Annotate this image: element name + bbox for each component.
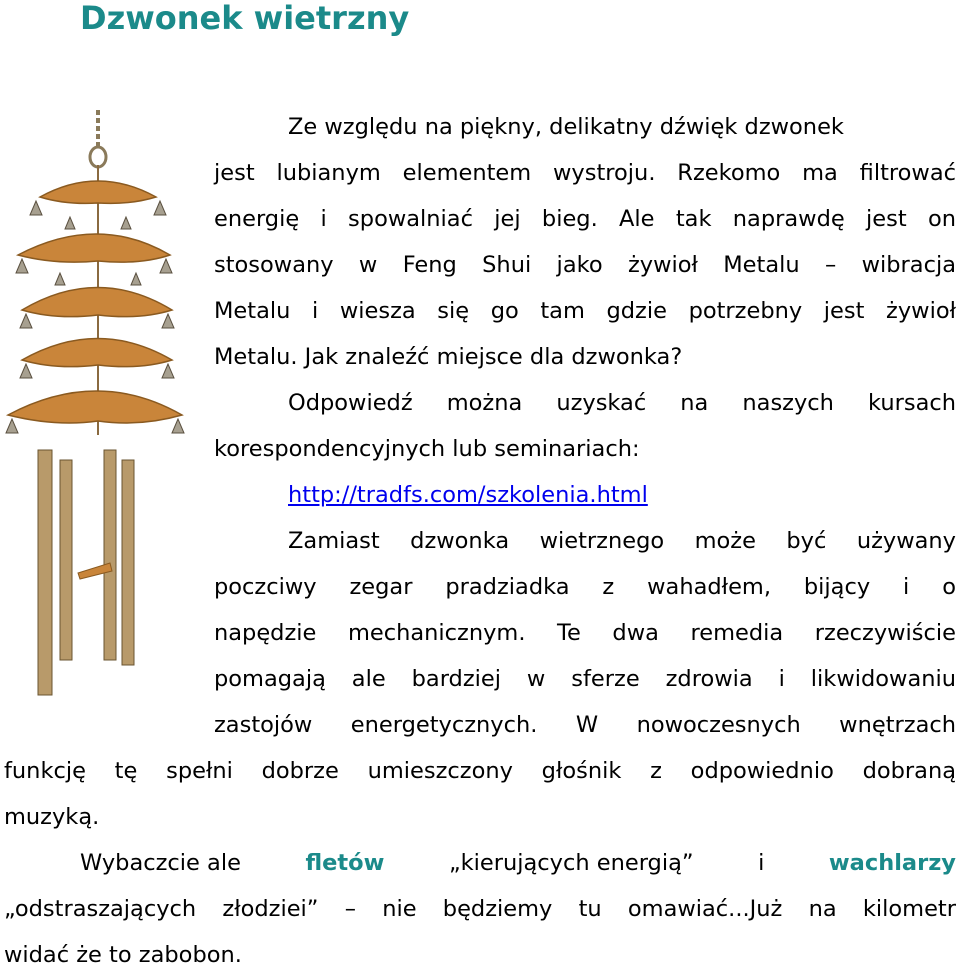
text-span: Wybaczcie ale	[80, 850, 241, 876]
paragraph-line: funkcję tę spełni dobrze umieszczony głośnik z odpowiednio dobraną	[4, 758, 956, 784]
paragraph-line: Metalu i wiesza się go tam gdzie potrzebny jest żywioł	[214, 298, 956, 324]
paragraph-line: muzyką.	[4, 804, 100, 830]
paragraph-line: Zamiast dzwonka wietrznego może być używany	[288, 528, 956, 554]
paragraph-line: widać że to zabobon.	[4, 942, 242, 968]
paragraph-line: pomagają ale bardziej w sferze zdrowia i likwidowaniu	[214, 666, 956, 692]
paragraph-line: „odstraszających złodziei” – nie będziemy tu omawiać...Już na kilometr	[4, 896, 956, 922]
paragraph-line: Odpowiedź można uzyskać na naszych kursach	[288, 390, 956, 416]
wind-chime-pagoda-image	[0, 105, 190, 705]
paragraph-line: energię i spowalniać jej bieg. Ale tak naprawdę jest on	[214, 206, 956, 232]
flety-highlight: fletów	[305, 850, 385, 876]
text-span: „kierujących energią”	[448, 850, 694, 876]
text-span: i	[758, 850, 765, 876]
paragraph-line: zastojów energetycznych. W nowoczesnych wnętrzach	[214, 712, 956, 738]
paragraph-line: napędzie mechanicznym. Te dwa remedia rzeczywiście	[214, 620, 956, 646]
page-title: Dzwonek wietrzny	[80, 0, 410, 37]
szkolenia-link[interactable]: http://tradfs.com/szkolenia.html	[288, 482, 648, 508]
paragraph-line: poczciwy zegar pradziadka z wahadłem, bijący i o	[214, 574, 956, 600]
paragraph-line: Metalu. Jak znaleźć miejsce dla dzwonka?	[214, 344, 683, 370]
paragraph-line-mixed	[80, 840, 956, 886]
paragraph-line: korespondencyjnych lub seminariach:	[214, 436, 640, 462]
paragraph-line: stosowany w Feng Shui jako żywioł Metalu – wibracja	[214, 252, 956, 278]
paragraph-line: jest lubianym elementem wystroju. Rzekomo ma filtrować	[214, 160, 956, 186]
paragraph-line: Ze względu na piękny, delikatny dźwięk dzwonek	[288, 114, 844, 140]
wachlarze-highlight: wachlarzy	[828, 850, 956, 876]
